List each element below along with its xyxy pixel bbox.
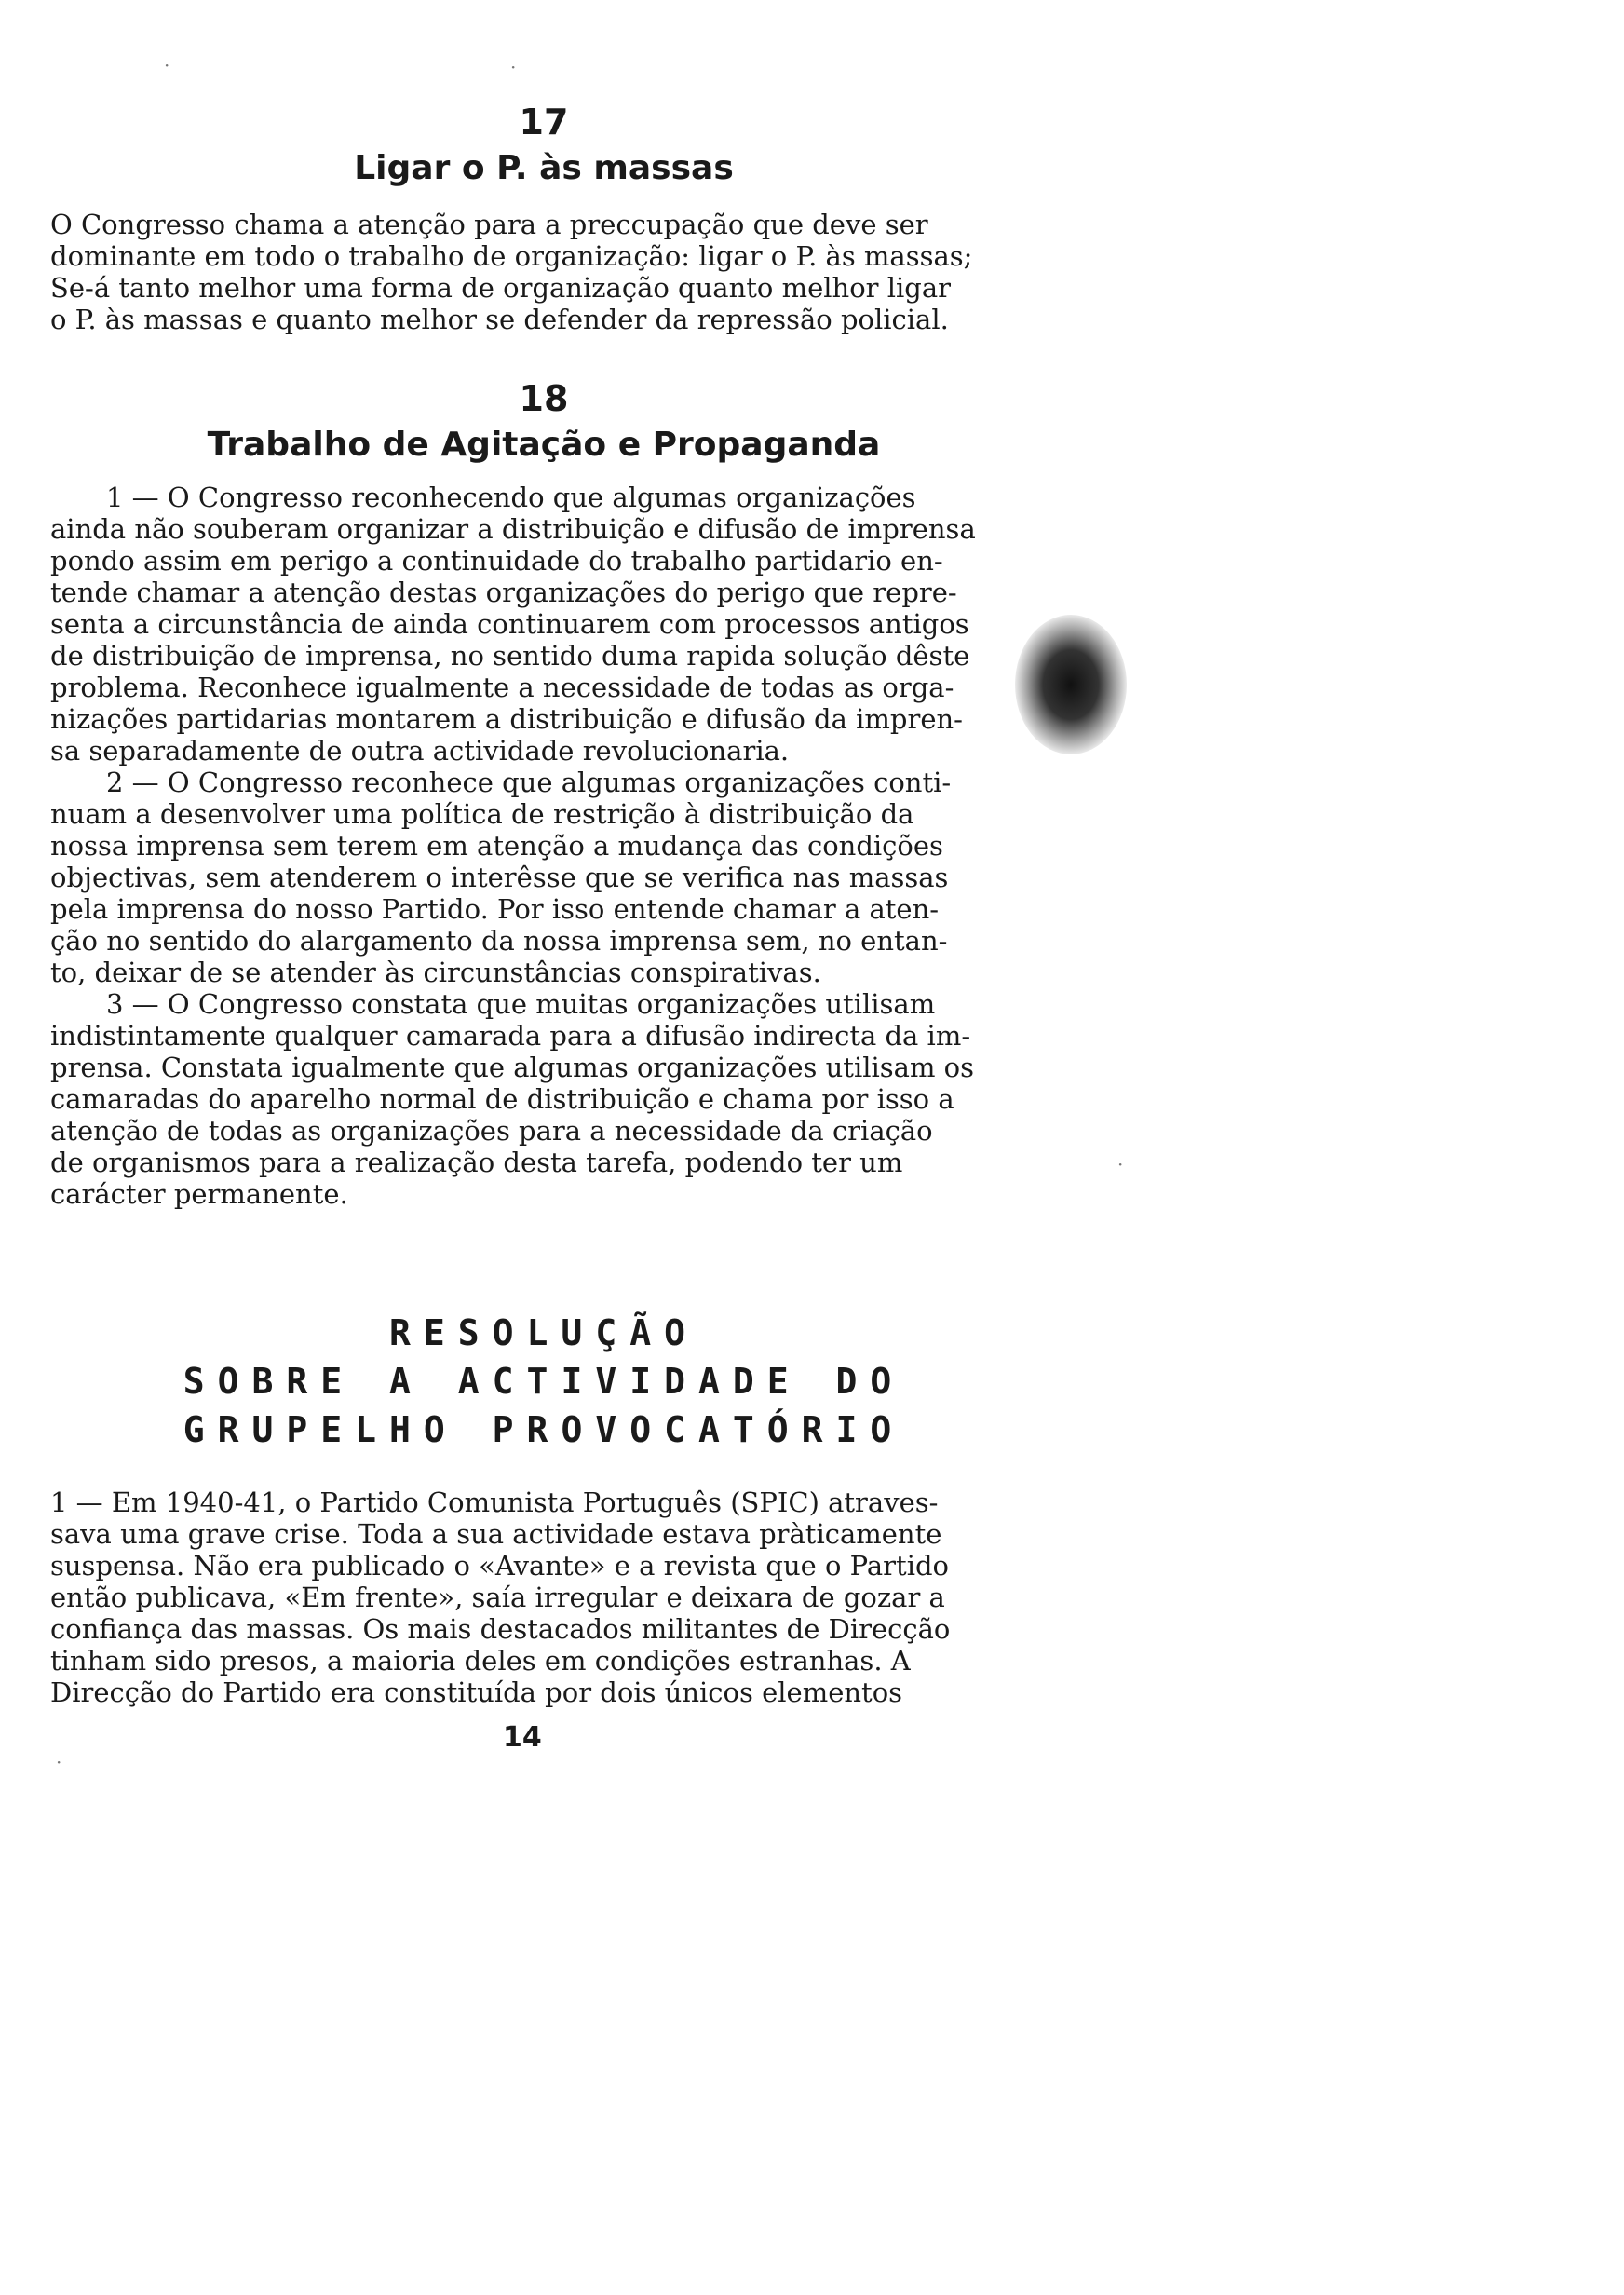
text-line: dominante em todo o trabalho de organização: ligar o P. às massas;	[50, 240, 973, 272]
text-line: indistintamente qualquer camarada para a difusão indirecta da im-	[50, 1020, 971, 1052]
text-line: suspensa. Não era publicado o «Avante» e a revista que o Partido	[50, 1550, 950, 1582]
text-line: sa separadamente de outra actividade revolucionaria.	[50, 735, 790, 767]
section-item-3	[50, 988, 1037, 1210]
text-line: Se-á tanto melhor uma forma de organização quanto melhor ligar	[50, 272, 951, 304]
dust-speck: ·	[164, 54, 170, 76]
text-line: nizações partidarias montarem a distribuição e difusão da impren-	[50, 703, 963, 735]
text-line: nossa imprensa sem terem em atenção a mudança das condições	[50, 830, 943, 862]
section-number: 18	[519, 378, 569, 419]
text-line: 3 — O Congresso constata que muitas organizações utilisam	[106, 988, 936, 1020]
text-line: sava uma grave crise. Toda a sua actividade estava pràticamente	[50, 1518, 942, 1550]
text-line: Direcção do Partido era constituída por dois únicos elementos	[50, 1677, 903, 1708]
text-line: O Congresso chama a atenção para a preccupação que deve ser	[50, 209, 928, 240]
section-item-1	[50, 482, 1037, 767]
text-line: de distribuição de imprensa, no sentido duma rapida solução dêste	[50, 640, 970, 672]
text-line: de organismos para a realização desta tarefa, podendo ter um	[50, 1147, 903, 1178]
resolution-title-line: SOBRE A ACTIVIDADE DO	[183, 1361, 905, 1402]
dust-speck: ·	[510, 56, 517, 78]
text-line: objectivas, sem atenderem o interêsse que se verifica nas massas	[50, 862, 949, 893]
text-line: 1 — O Congresso reconhecendo que algumas organizações	[106, 482, 916, 513]
text-line: tinham sido presos, a maioria deles em condições estranhas. A	[50, 1645, 911, 1677]
text-line: ção no sentido do alargamento da nossa imprensa sem, no entan-	[50, 925, 948, 957]
dust-speck: ·	[56, 1751, 62, 1773]
text-line: o P. às massas e quanto melhor se defender da repressão policial.	[50, 304, 949, 335]
text-line: camaradas do aparelho normal de distribuição e chama por isso a	[50, 1083, 954, 1115]
text-line: to, deixar de se atender às circunstâncias conspirativas.	[50, 957, 821, 988]
section-17	[50, 101, 1037, 335]
text-line: 1 — Em 1940-41, o Partido Comunista Português (SPIC) atraves-	[50, 1487, 939, 1518]
page-number: 14	[503, 1721, 542, 1754]
text-line: atenção de todas as organizações para a necessidade da criação	[50, 1115, 933, 1147]
text-line: ainda não souberam organizar a distribuição e difusão de imprensa	[50, 513, 976, 545]
section-item-2	[50, 767, 1037, 988]
text-line: senta a circunstância de ainda continuarem com processos antigos	[50, 608, 969, 640]
dust-speck: ·	[1117, 1153, 1124, 1175]
text-line: prensa. Constata igualmente que algumas organizações utilisam os	[50, 1052, 975, 1083]
text-line: 2 — O Congresso reconhece que algumas organizações conti-	[106, 767, 952, 798]
resolution-title-line: GRUPELHO PROVOCATÓRIO	[183, 1409, 905, 1450]
text-line: problema. Reconhece igualmente a necessidade de todas as orga-	[50, 672, 954, 703]
section-number: 17	[519, 102, 569, 143]
section-title: Ligar o P. às massas	[354, 149, 734, 187]
resolution-title-line: RESOLUÇÃO	[389, 1312, 698, 1353]
text-line: tende chamar a atenção destas organizações do perigo que repre-	[50, 577, 957, 608]
text-line: confiança das massas. Os mais destacados militantes de Direcção	[50, 1613, 951, 1645]
text-line: nuam a desenvolver uma política de restrição à distribuição da	[50, 798, 914, 830]
text-line: então publicava, «Em frente», saía irregular e deixara de gozar a	[50, 1582, 945, 1613]
text-line: carácter permanente.	[50, 1178, 348, 1210]
resolution-paragraph	[50, 1487, 1037, 1708]
text-line: pondo assim em perigo a continuidade do trabalho partidario en-	[50, 545, 943, 577]
ink-smudge	[1015, 615, 1127, 754]
section-title: Trabalho de Agitação e Propaganda	[207, 426, 881, 464]
text-line: pela imprensa do nosso Partido. Por isso entende chamar a aten-	[50, 893, 940, 925]
section-body	[50, 209, 1037, 335]
section-18	[50, 377, 1037, 1210]
resolution-heading	[50, 1309, 1037, 1454]
